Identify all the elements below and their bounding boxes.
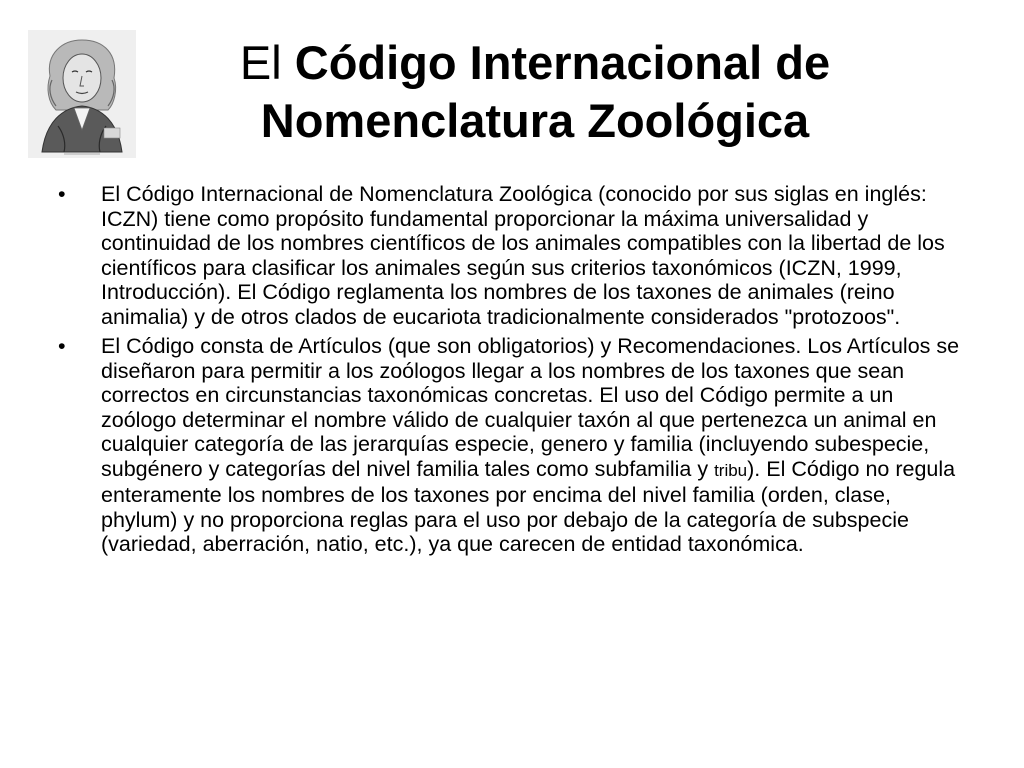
title-prefix: El bbox=[239, 36, 295, 89]
title-main: Código Internacional de Nomenclatura Zoológica bbox=[260, 36, 831, 147]
bullet-text-part: El Código consta de Artículos (que son obligatorios) y Recomendaciones. Los Artículos se diseñaron para permitir a los zoólogos llegar a los nombres de los taxones que sean correctos en circunstancias taxonómicas concretas. El uso del Código permite a un zoólogo determinar el nombre válido de cualquier taxón al que pertenezca un animal en cualquier categoría de las jerarquías especie, genero y familia (incluyendo subespecie, subgénero y categorías del nivel familia tales como subfamilia y bbox=[101, 334, 960, 481]
engraved-portrait-icon bbox=[28, 30, 136, 158]
slide-title bbox=[130, 34, 940, 150]
bullet-text bbox=[101, 334, 959, 556]
bullet-text: El Código Internacional de Nomenclatura Zoológica (conocido por sus siglas en inglés: ICZN) tiene como propósito fundamental proporcionar la máxima universalidad y continuidad de los nombres científicos de los animales compatibles con la libertad de los científicos para clasificar los animales según sus criterios taxonómicos (ICZN, 1999, Introducción). El Código reglamenta los nombres de los taxones de animales (reino animalia) y de otros clados de eucariota tradicionalmente considerados "protozoos". bbox=[101, 182, 945, 329]
bullet-marker-icon: • bbox=[58, 334, 66, 358]
bullet-text-small-word: tribu bbox=[714, 460, 748, 480]
bullet-item-purpose bbox=[58, 182, 968, 329]
bullet-list bbox=[58, 182, 968, 562]
bullet-text-part: ). El Código no regula enteramente los nombres de los taxones por encima del nivel familia (orden, clase, phylum) y no proporciona reglas para el uso por debajo de la categoría de subspecie (variedad, aberración, natio, etc.), ya que carecen de entidad taxonómica. bbox=[101, 456, 956, 556]
bullet-item-structure bbox=[58, 334, 968, 557]
bullet-marker-icon: • bbox=[58, 182, 66, 206]
portrait-image bbox=[28, 30, 136, 158]
